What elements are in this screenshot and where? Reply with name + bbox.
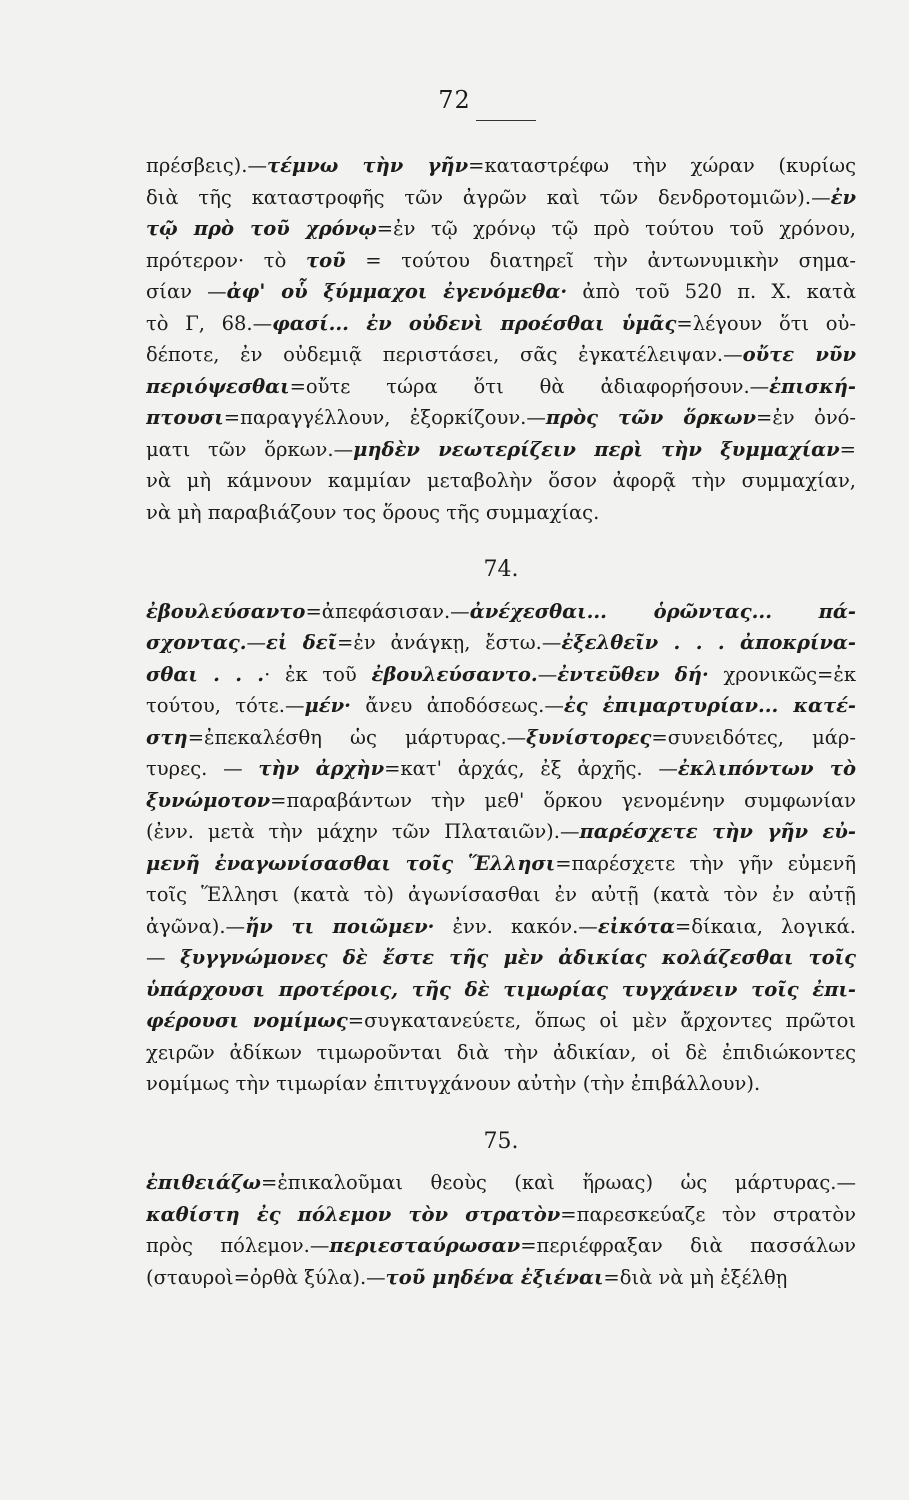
lemma-term: πτουσι xyxy=(146,406,224,429)
lemma-term: περιόψεσθαι xyxy=(146,374,290,398)
gloss-text: =παραγγέλλουν, ἐξορκίζουν.— xyxy=(223,406,546,429)
lemma-term: ἐντεῦθεν δή· xyxy=(557,662,709,686)
gloss-text: =συγκατανεύετε, ὅπως οἱ μὲν ἄρχοντες πρῶτοι xyxy=(347,1009,856,1032)
lemma-term: σθαι . . . xyxy=(146,662,265,686)
gloss-text: — xyxy=(146,946,181,969)
gloss-text: ἄνευ ἀποδόσεως.— xyxy=(350,694,564,717)
text-line xyxy=(146,659,856,691)
gloss-text: τυρες. — xyxy=(146,757,259,780)
text-line xyxy=(146,339,856,371)
text-line xyxy=(146,465,856,497)
gloss-text: χρονικῶς=ἐκ xyxy=(708,662,856,686)
text-line xyxy=(146,879,856,911)
lemma-term: φασί... ἐν οὐδενὶ προέσθαι ὑμᾶς xyxy=(272,311,677,335)
gloss-text: τοῖς Ἕλλησι (κατὰ τὸ) ἀγωνίσασθαι ἐν αὐτῇ (κατὰ τὸν ἐν αὐτῇ xyxy=(146,883,856,906)
gloss-text: πρέσβεις).— xyxy=(146,154,267,177)
gloss-text: πρότερον· τὸ xyxy=(146,248,306,272)
text-line xyxy=(146,1068,856,1100)
lemma-term: τῷ πρὸ τοῦ χρόνῳ xyxy=(146,217,377,240)
text-line xyxy=(146,1037,856,1069)
gloss-text: =ἐπεκαλέσθη ὡς μάρτυρας.— xyxy=(187,725,527,749)
gloss-text: νομίμως τὴν τιμωρίαν ἐπιτυγχάνουν αὐτὴν (τὴν ἐπιβάλλουν). xyxy=(146,1072,761,1095)
gloss-text: τὸ Γ, 68.— xyxy=(146,311,273,335)
gloss-text: =συνειδότες, μάρ- xyxy=(651,725,856,749)
lemma-term: φέρουσι νομίμως xyxy=(146,1009,348,1032)
gloss-text: =παρέσχετε τὴν γῆν εὐμενῆ xyxy=(555,851,856,875)
gloss-text: τούτου, τότε.— xyxy=(146,694,305,717)
lemma-term: εἰ δεῖ xyxy=(266,631,338,654)
lemma-term: ἀφ' οὗ ξύμμαχοι ἐγενόμεθα· xyxy=(226,280,568,303)
gloss-text: πρὸς πόλεμον.— xyxy=(146,1234,330,1257)
text-body xyxy=(146,150,856,1293)
gloss-text: (ἐνν. μετὰ τὴν μάχην τῶν Πλαταιῶν).— xyxy=(146,820,580,843)
lemma-term: καθίστη ἐς πόλεμον τὸν στρατὸν xyxy=(146,1202,561,1226)
lemma-term: ἐκλιπόντων τὸ xyxy=(677,757,856,780)
page-number: 72 xyxy=(438,86,471,114)
text-line xyxy=(146,1199,856,1231)
text-line xyxy=(146,402,856,434)
text-line xyxy=(146,371,856,403)
lemma-term: ξυνίστορες xyxy=(526,725,652,749)
lemma-term: στη xyxy=(146,725,188,749)
text-line xyxy=(146,497,856,529)
gloss-text: =ἐν ἀνάγκῃ, ἔστω.— xyxy=(337,631,562,654)
lemma-term: ἐπιθειάζω xyxy=(146,1171,261,1194)
gloss-text: =ἐν ὀνό- xyxy=(755,406,856,429)
lemma-term: ἐβουλεύσαντο xyxy=(146,599,306,623)
text-line xyxy=(146,627,856,659)
text-line xyxy=(146,1262,856,1294)
text-line xyxy=(146,213,856,245)
lemma-term: τοῦ xyxy=(305,248,346,272)
lemma-term: σχοντας. xyxy=(146,631,247,654)
text-line xyxy=(146,722,856,754)
text-line xyxy=(146,1005,856,1037)
text-line xyxy=(146,150,856,182)
text-line xyxy=(146,785,856,817)
gloss-text: · ἐκ τοῦ xyxy=(264,662,372,686)
lemma-term: ξυγγνώμονες δὲ ἔστε τῆς μὲν ἀδικίας κολάζεσθαι τοῖς xyxy=(180,946,856,969)
gloss-text: νὰ μὴ παραβιάζουν τος ὅρους τῆς συμμαχίας. xyxy=(146,500,600,524)
gloss-text: — xyxy=(537,662,558,686)
lemma-term: ἤν τι ποιῶμεν· xyxy=(245,914,435,938)
gloss-text: δέποτε, ἐν οὐδεμιᾷ περιστάσει, σᾶς ἐγκατέλειψαν.— xyxy=(146,343,743,366)
lemma-term: παρέσχετε τὴν γῆν εὐ- xyxy=(579,820,856,843)
lemma-term: ἐς ἐπιμαρτυρίαν... κατέ- xyxy=(563,694,856,717)
gloss-text: =παρεσκεύαζε τὸν στρατὸν xyxy=(560,1202,856,1226)
text-line xyxy=(146,1230,856,1262)
gloss-text: =οὔτε τώρα ὅτι θὰ ἀδιαφορήσουν.— xyxy=(289,374,770,398)
gloss-text: =περιέφραξαν διὰ πασσάλων xyxy=(520,1234,856,1257)
text-line xyxy=(146,245,856,277)
lemma-term: μενῆ ἐναγωνίσασθαι τοῖς Ἕλλησι xyxy=(146,851,556,875)
text-line xyxy=(146,1167,856,1199)
text-line xyxy=(146,276,856,308)
text-line xyxy=(146,753,856,785)
gloss-text: = xyxy=(839,437,856,461)
lemma-term: οὔτε νῦν xyxy=(742,343,856,366)
text-line xyxy=(146,690,856,722)
text-line xyxy=(146,911,856,943)
gloss-text: (σταυροὶ=ὀρθὰ ξύλα).— xyxy=(146,1265,386,1289)
lemma-term: περιεσταύρωσαν xyxy=(329,1234,521,1257)
lemma-term: πρὸς τῶν ὅρκων xyxy=(545,406,756,429)
lemma-term: ἐξελθεῖν . . . ἀποκρίνα- xyxy=(561,631,856,654)
text-line xyxy=(146,848,856,880)
gloss-text: =ἀπεφάσισαν.— xyxy=(305,599,470,623)
commentary-paragraph xyxy=(146,596,856,1100)
gloss-text: =κατ' ἀρχάς, ἐξ ἀρχῆς. — xyxy=(384,757,678,780)
gloss-text: =διὰ νὰ μὴ ἐξέλθῃ xyxy=(603,1265,788,1289)
lemma-term: ξυνώμοτον xyxy=(146,788,271,812)
lemma-term: εἰκότα xyxy=(597,914,675,938)
section-number: 74. xyxy=(483,557,519,582)
lemma-term: ἐπισκή- xyxy=(769,374,856,398)
lemma-term: τοῦ μηδένα ἐξιέναι xyxy=(385,1265,604,1289)
gloss-text: σίαν — xyxy=(146,280,227,303)
gloss-text: — xyxy=(246,631,267,654)
text-line xyxy=(146,974,856,1006)
gloss-text: = τούτου διατηρεῖ τὴν ἀντωνυμικὴν σημα- xyxy=(345,248,856,272)
gloss-text: =ἐπικαλοῦμαι θεοὺς (καὶ ἥρωας) ὡς μάρτυρας.— xyxy=(260,1171,856,1194)
lemma-term: ἐν xyxy=(830,185,856,209)
lemma-term: τὴν ἀρχὴν xyxy=(258,757,385,780)
gloss-text: ἐνν. κακόν.— xyxy=(434,914,598,938)
lemma-term: μέν· xyxy=(304,694,351,717)
gloss-text: =λέγουν ὅτι οὐ- xyxy=(676,311,856,335)
lemma-term: ἐβουλεύσαντο. xyxy=(371,662,538,686)
lemma-term: μηδὲν νεωτερίζειν περὶ τὴν ξυμμαχίαν xyxy=(353,437,840,461)
lemma-term: τέμνω τὴν γῆν xyxy=(266,154,469,177)
commentary-paragraph xyxy=(146,150,856,528)
gloss-text: χειρῶν ἀδίκων τιμωροῦνται διὰ τὴν ἀδικίαν, οἱ δὲ ἐπιδιώκοντες xyxy=(146,1040,856,1064)
text-line xyxy=(146,308,856,340)
lemma-term: ὑπάρχουσι προτέροις, τῆς δὲ τιμωρίας τυγχάνειν τοῖς ἐπι- xyxy=(146,977,856,1001)
gloss-text: ἀγῶνα).— xyxy=(146,914,246,938)
gloss-text: =δίκαια, λογικά. xyxy=(674,914,856,938)
gloss-text: =παραβάντων τὴν μεθ' ὅρκου γενομένην συμφωνίαν xyxy=(270,788,856,812)
text-line xyxy=(146,182,856,214)
lemma-term: ἀνέχεσθαι... ὁρῶντας... πά- xyxy=(469,599,856,623)
gloss-text: νὰ μὴ κάμνουν καμμίαν μεταβολὴν ὅσον ἀφορᾷ τὴν συμμαχίαν, xyxy=(146,469,856,492)
gloss-text: διὰ τῆς καταστροφῆς τῶν ἀγρῶν καὶ τῶν δενδροτομιῶν).— xyxy=(146,185,831,209)
gloss-text: ἀπὸ τοῦ 520 π. Χ. κατὰ xyxy=(567,280,856,303)
gloss-text: =καταστρέφω τὴν χώραν (κυρίως xyxy=(468,154,856,177)
gloss-text: =ἐν τῷ χρόνῳ τῷ πρὸ τούτου τοῦ χρόνου, xyxy=(376,217,856,240)
commentary-paragraph xyxy=(146,1167,856,1293)
text-line xyxy=(146,596,856,628)
page-number-rule xyxy=(476,120,536,121)
text-line xyxy=(146,942,856,974)
section-number: 75. xyxy=(483,1128,519,1154)
text-line xyxy=(146,434,856,466)
gloss-text: ματι τῶν ὅρκων.— xyxy=(146,437,354,461)
text-line xyxy=(146,816,856,848)
